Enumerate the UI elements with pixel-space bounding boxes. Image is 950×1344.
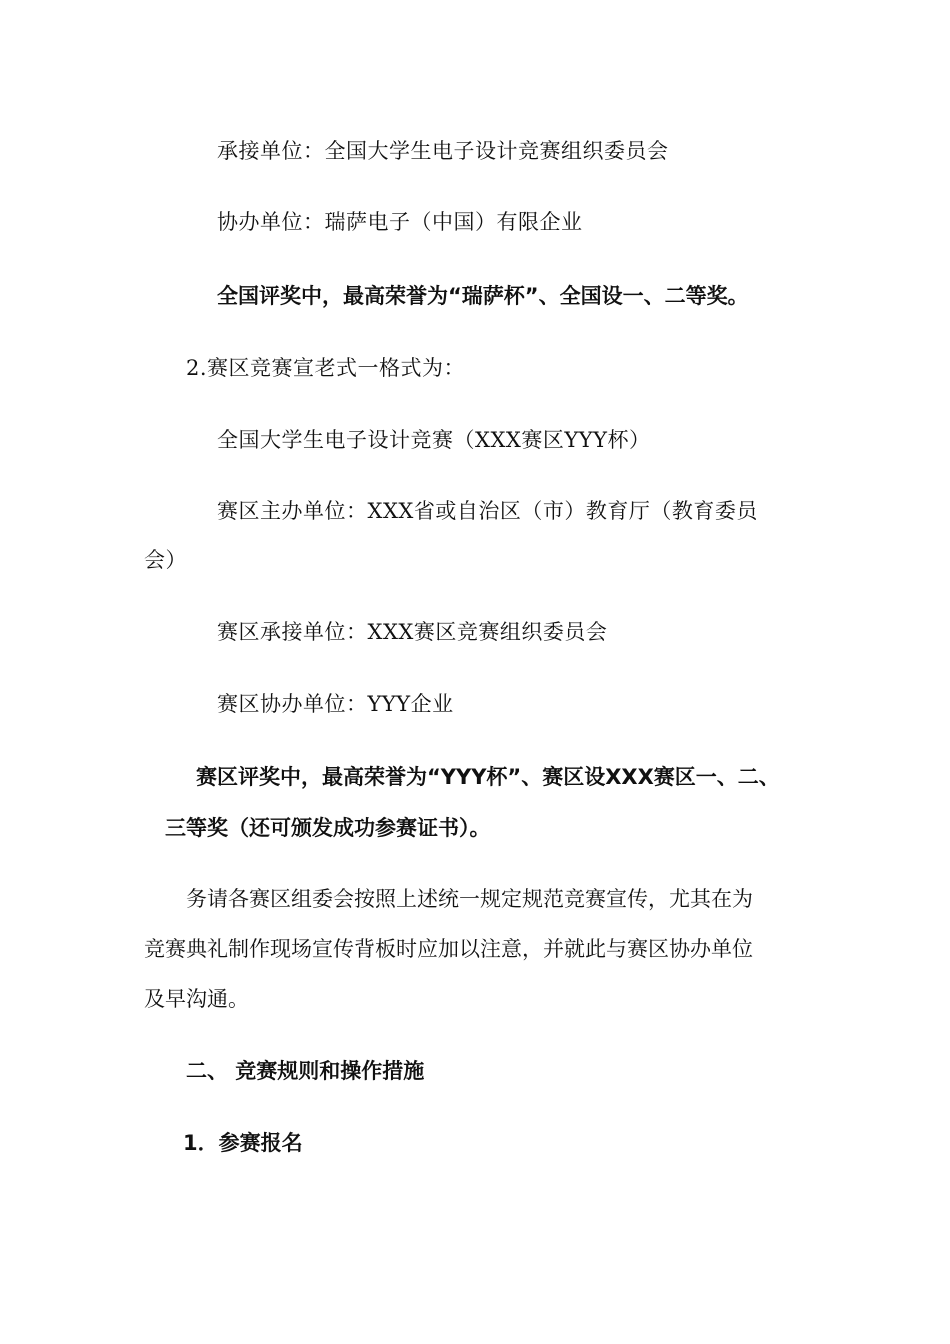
notice-line-1: 务请各赛区组委会按照上述统一规定规范竞赛宣传，尤其在为 [186, 887, 753, 911]
section-2-heading: 二、 竞赛规则和操作措施 [186, 1059, 425, 1083]
division-host-line-2: 会） [144, 548, 187, 572]
division-co-organizer-line: 赛区协办单位：YYY企业 [217, 692, 454, 716]
notice-line-3: 及早沟通。 [144, 987, 249, 1011]
co-organizer-line: 协办单位：瑞萨电子（中国）有限企业 [217, 210, 583, 234]
division-host-line-1: 赛区主办单位：XXX省或自治区（市）教育厅（教育委员 [217, 499, 758, 523]
division-organizer-line: 赛区承接单位：XXX赛区竞赛组织委员会 [217, 620, 608, 644]
subsection-1-heading: 1．参赛报名 [183, 1131, 303, 1155]
division-title-line: 全国大学生电子设计竞赛（XXX赛区YYY杯） [217, 428, 651, 452]
organizer-line: 承接单位：全国大学生电子设计竞赛组织委员会 [217, 139, 669, 163]
division-awards-line-1: 赛区评奖中，最高荣誉为“YYY杯”、赛区设XXX赛区一、二、 [196, 765, 780, 789]
item-2-heading: 2.赛区竞赛宣老式一格式为： [186, 356, 466, 380]
notice-line-2: 竞赛典礼制作现场宣传背板时应加以注意，并就此与赛区协办单位 [144, 937, 753, 961]
division-awards-line-2: 三等奖（还可颁发成功参赛证书）。 [165, 816, 491, 840]
national-awards-paragraph: 全国评奖中，最高荣誉为“瑞萨杯”、全国设一、二等奖。 [217, 284, 749, 308]
